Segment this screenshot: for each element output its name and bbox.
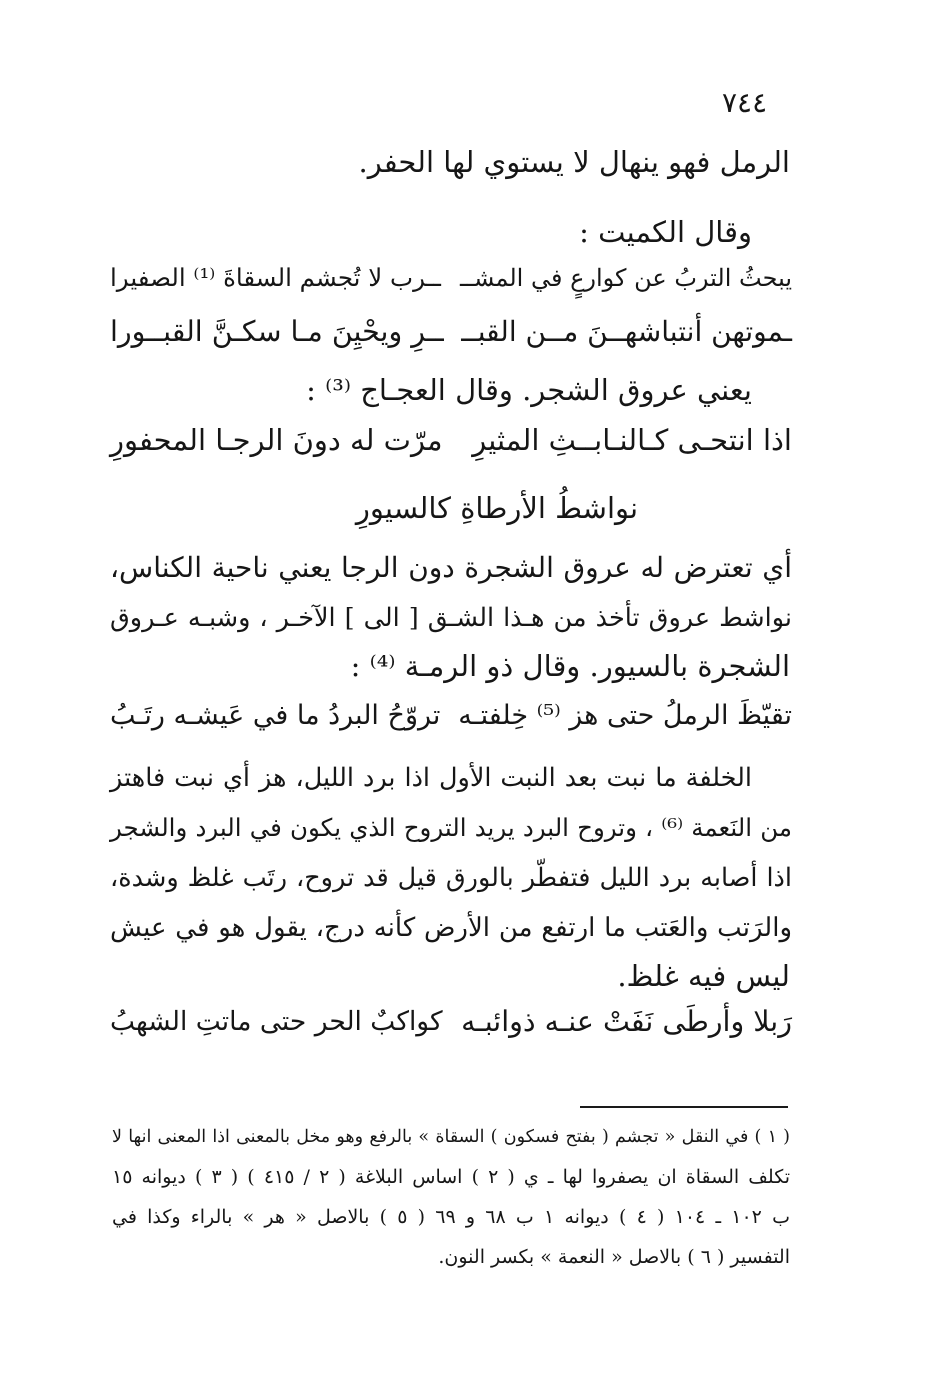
poem-verse <box>110 694 792 738</box>
verse-hemistich-right: تقيّظَ الرملُ حتى هز ⁽⁵⁾ خِلفتـه <box>458 700 792 731</box>
footnote-separator <box>580 1106 788 1108</box>
page-number: ٧٤٤ <box>722 86 768 119</box>
poem-verse-centered: نواشطُ الأرطاةِ كالسيورِ <box>355 491 639 525</box>
text-line: وقال الكميت : <box>579 215 752 249</box>
footnote-line: التفسير ( ٦ ) بالاصل « النعمة » بكسر النون. <box>438 1246 790 1268</box>
text-line: نواشط عروق تأخذ من هـذا الشـق [ الى ] الآخـر ، وشبـه عـروق <box>110 603 792 633</box>
footnote-line: تكلف السقاة ان يصفروا لها ـ ي ( ٢ ) اساس البلاغة ( ٢ / ٤١٥ ) ( ٣ ) ديوانه ١٥ <box>112 1166 790 1188</box>
poem-verse <box>110 418 792 462</box>
verse-hemistich-right: يبحثُ التربُ عن كوارعٍ في المشــ <box>460 264 792 292</box>
poem-verse <box>110 256 792 300</box>
text-line: يعني عروق الشجر. وقال العجـاج ⁽³⁾ : <box>306 373 752 407</box>
text-line: الخلفة ما نبت بعد النبت الأول اذا برد الليل، هز أي نبت فاهتز <box>110 763 752 793</box>
text-line: الشجرة بالسيور. وقال ذو الرمـة ⁽⁴⁾ : <box>350 649 790 683</box>
footnote-line: ( ١ ) في النقل « تجشم ( بفتح فسكون ) السقاة » بالرفع وهو مخل بالمعنى اذا المعنى انها لا <box>112 1127 791 1147</box>
verse-hemistich-left: ــرِ ويحْيِنَ مـا سكـنَّ القبــورا <box>110 315 444 348</box>
verse-hemistich-left: تروّحُ البردُ ما في عَيشـه رتَـبُ <box>110 700 441 731</box>
poem-verse <box>110 1000 792 1044</box>
verse-hemistich-left: ــرب لا تُجشم السقاةَ ⁽¹⁾ الصفيرا <box>110 263 441 292</box>
text-line: اذا أصابه برد الليل فتفطّر بالورق قيل قد تروح، رتَب غلظ وشدة، <box>110 863 792 893</box>
verse-hemistich-right: رَبلا وأرطَى نَفَتْ عنـه ذوائبـه <box>461 1005 792 1038</box>
verse-hemistich-right: اذا انتحـى كـالنـابــثِ المثيرِ <box>472 423 792 457</box>
text-line: ليس فيه غلظ. <box>617 959 790 993</box>
footnote-line: ب ١٠٢ ـ ١٠٤ ( ٤ ) ديوانه ١ ب ٦٨ و ٦٩ ( ٥ ) بالاصل « هر » بالراء وكذا في <box>112 1206 790 1228</box>
verse-hemistich-left: مرّت له دونَ الرجـا المحفورِ <box>110 423 443 457</box>
text-line: الرمل فهو ينهال لا يستوي لها الحفر. <box>358 145 790 179</box>
text-line: من النَعمة ⁽⁶⁾ ، وتروح البرد يريد التروح الذي يكون في البرد والشجر <box>110 813 792 842</box>
verse-hemistich-left: كواكبٌ الحر حتى ماتتِ الشهبُ <box>110 1006 443 1037</box>
text-line: والرَتب والعَتب ما ارتفع من الأرض كأنه درج، يقول هو في عيش <box>110 913 792 943</box>
text-line: أي تعترض له عروق الشجرة دون الرجا يعني ناحية الكناس، <box>110 551 792 584</box>
verse-hemistich-right: ـموتهن أنتباشهــنَ مــن القبــ <box>461 315 792 348</box>
poem-verse <box>110 310 792 354</box>
